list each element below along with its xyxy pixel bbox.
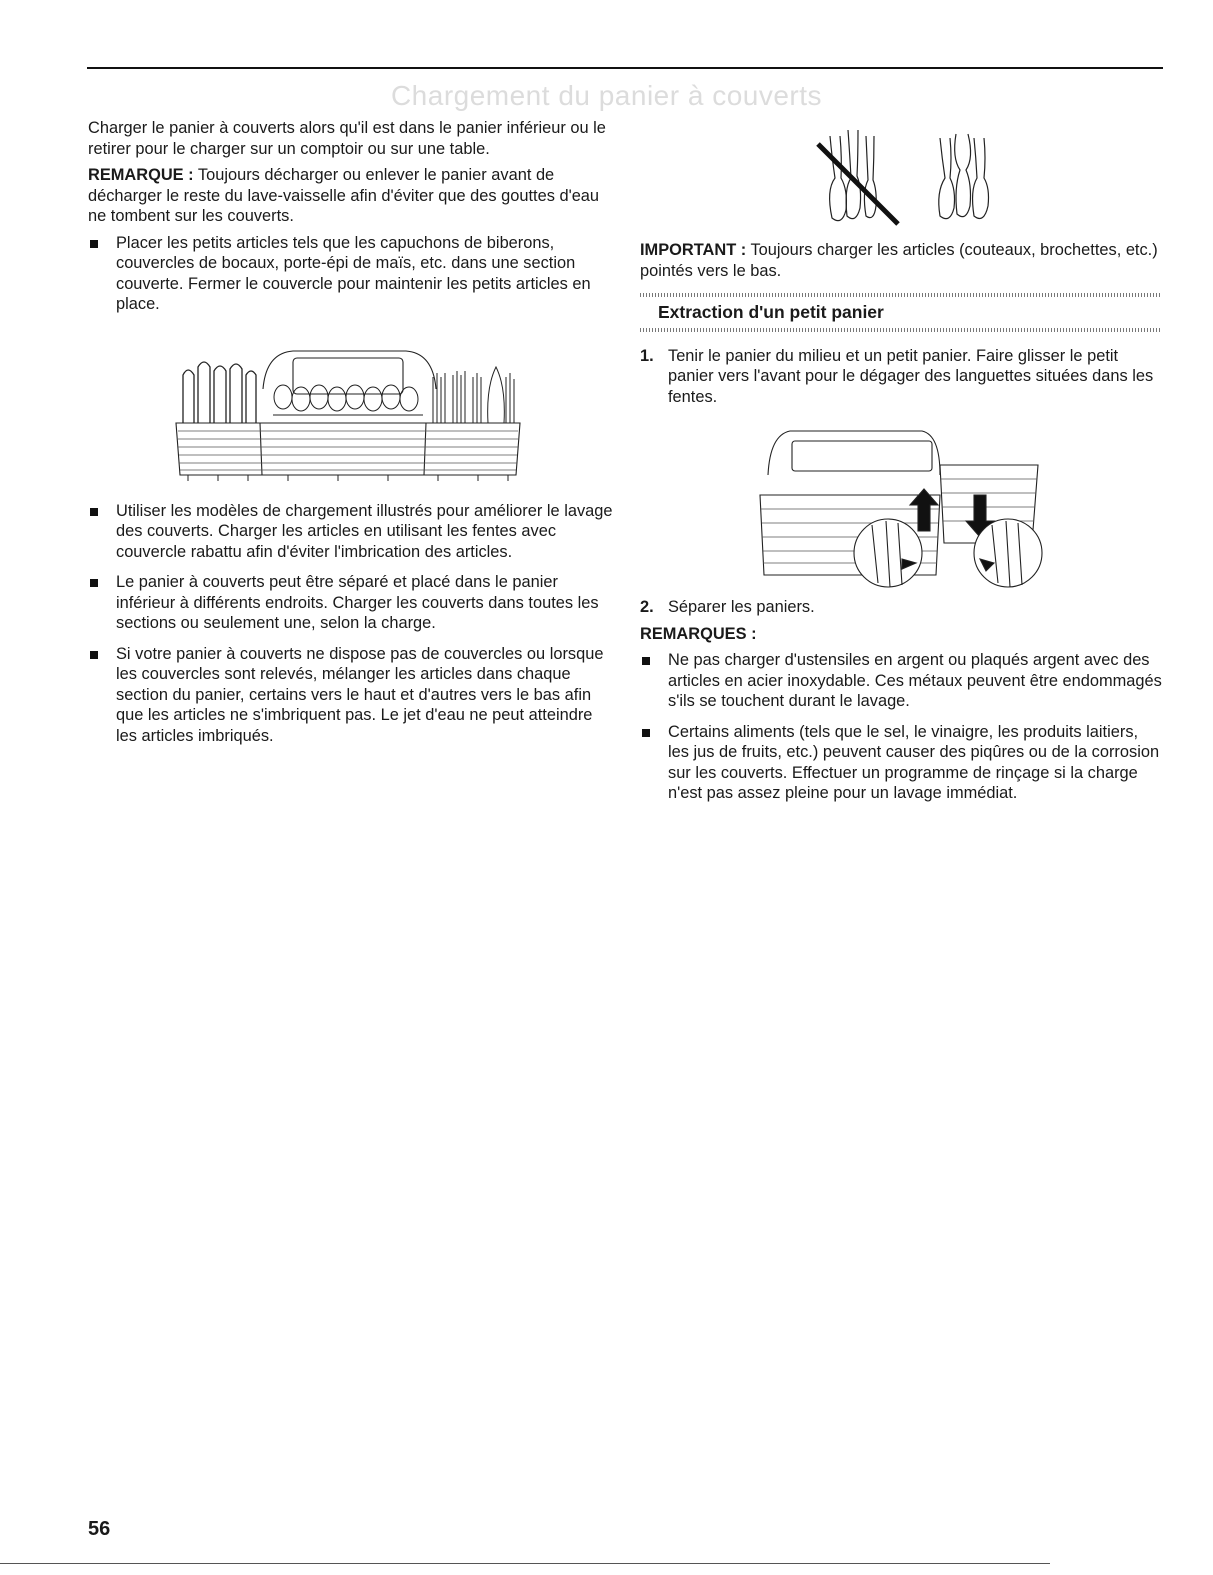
- note-paragraph: [88, 165, 613, 227]
- left-column: [88, 118, 613, 756]
- section-rule-bottom: [640, 328, 1162, 332]
- bullet-list-bottom: [88, 501, 613, 747]
- page-number: 56: [88, 1518, 111, 1540]
- steps-list-2: [640, 597, 1162, 618]
- notes-heading: REMARQUES :: [640, 624, 757, 643]
- list-item: Placer les petits articles tels que les capuchons de biberons, couvercles de bocaux, porte-épi de maïs, etc. dans une section couverte. Fermer le couvercle pour maintenir les petits articles en place.: [88, 233, 613, 315]
- top-rule: [87, 67, 1163, 69]
- step-number: 1.: [640, 346, 654, 365]
- step-text: Tenir le panier du milieu et un petit panier. Faire glisser le petit panier vers l'avant pour le dégager des languettes situées dans les fentes.: [668, 346, 1154, 406]
- section-heading: Extraction d'un petit panier: [658, 302, 884, 322]
- page-title: Chargement du panier à couverts: [390, 80, 823, 111]
- list-item: [640, 597, 1162, 618]
- list-item: Si votre panier à couverts ne dispose pas de couvercles ou lorsque les couvercles sont relevés, mélanger les articles dans chaque section du panier, certains vers le haut et d'autres vers le bas afin que les articles ne s'imbriquent pas. Le jet d'eau ne peut atteindre les articles imbriqués.: [88, 644, 613, 747]
- list-item: Certains aliments (tels que le sel, le vinaigre, les produits laitiers, les jus de fruits, etc.) peuvent causer des piqûres ou de la corrosion sur les couverts. Effectuer un programme de rinçage si la charge n'est pas assez pleine pour un lavage immédiat.: [640, 722, 1162, 804]
- bottom-rule: [0, 1563, 1050, 1564]
- important-paragraph: [640, 240, 1162, 281]
- list-item: [640, 346, 1162, 408]
- list-item: Utiliser les modèles de chargement illustrés pour améliorer le lavage des couverts. Charger les articles en utilisant les fentes avec couvercle rabattu afin d'éviter l'imbrication des articles.: [88, 501, 613, 563]
- cutlery-orientation-illustration: [640, 118, 1162, 230]
- silverware-basket-illustration: [88, 327, 613, 487]
- right-column: [640, 118, 1162, 814]
- note-label: REMARQUE :: [88, 166, 194, 184]
- important-text: Toujours charger les articles (couteaux, brochettes, etc.) pointés vers le bas.: [640, 241, 1158, 280]
- important-label: IMPORTANT :: [640, 241, 747, 259]
- steps-list: [640, 346, 1162, 408]
- basket-separation-illustration: [640, 413, 1162, 589]
- notes-list: [640, 650, 1162, 804]
- list-item: Ne pas charger d'ustensiles en argent ou plaqués argent avec des articles en acier inoxydable. Ces métaux peuvent être endommagés s'ils se touchent durant le lavage.: [640, 650, 1162, 712]
- section-rule-top: [640, 293, 1162, 297]
- note-text: Toujours décharger ou enlever le panier avant de décharger le reste du lave-vaisselle afin d'éviter que des gouttes d'eau ne tombent sur les couverts.: [88, 166, 600, 225]
- bullet-list-top: [88, 233, 613, 315]
- step-text: Séparer les paniers.: [668, 598, 815, 616]
- step-number: 2.: [640, 598, 654, 616]
- list-item: Le panier à couverts peut être séparé et placé dans le panier inférieur à différents endroits. Charger les couverts dans toutes les sections ou seulement une, selon la charge.: [88, 572, 613, 634]
- intro-paragraph: Charger le panier à couverts alors qu'il est dans le panier inférieur ou le retirer pour le charger sur un comptoir ou sur une table.: [88, 119, 606, 158]
